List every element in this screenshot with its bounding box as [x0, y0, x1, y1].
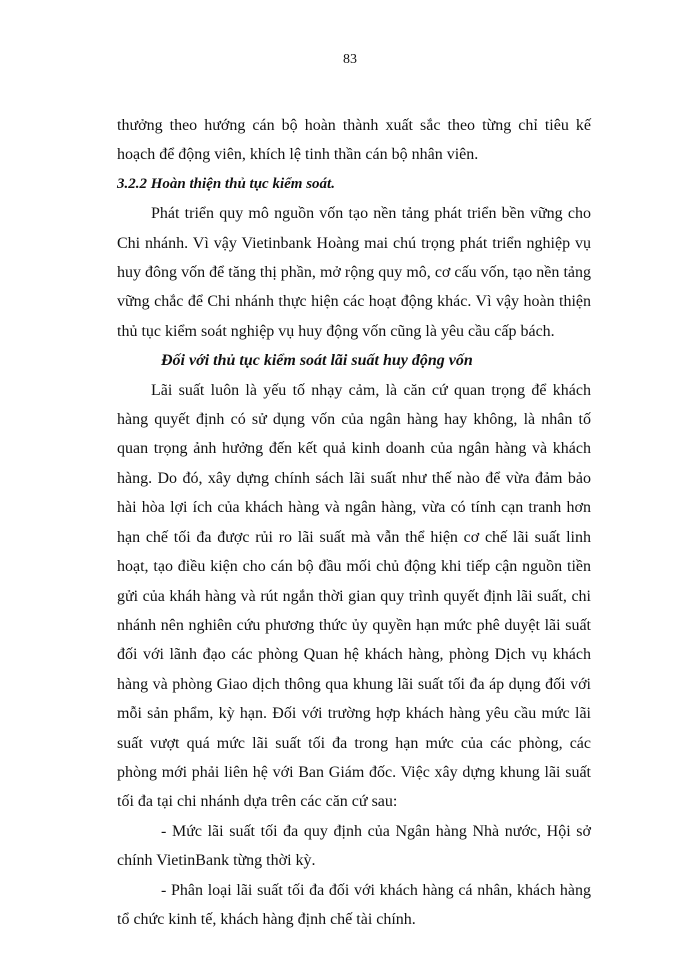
page-number: 83 — [343, 52, 357, 67]
bullet-item-2: - Phân loại lãi suất tối đa đối với khách hàng cá nhân, khách hàng tổ chức kinh tế, khách hàng định chế tài chính. — [117, 881, 591, 928]
paragraph-continuation: thưởng theo hướng cán bộ hoàn thành xuất sắc theo từng chỉ tiêu kế hoạch để động viên, khích lệ tinh thần cán bộ nhân viên. — [117, 117, 591, 164]
paragraph-capital-growth: Phát triển quy mô nguồn vốn tạo nền tảng phát triển bền vững cho Chi nhánh. Vì vậy Vietinbank Hoàng mai chú trọng phát triển nghiệp vụ huy đông vốn để tăng thị phần, mở rộng quy mô, cơ cấu vốn, tạo nền tảng vững chắc để Chi nhánh thực hiện các hoạt động khác. Vì vậy hoàn thiện thủ tục kiểm soát nghiệp vụ huy động vốn cũng là yêu cầu cấp bách. — [117, 205, 591, 340]
body-text — [117, 111, 591, 934]
section-heading: 3.2.2 Hoàn thiện thủ tục kiểm soát. — [117, 175, 335, 192]
sub-heading: Đối với thủ tục kiểm soát lãi suất huy động vốn — [161, 352, 473, 370]
bullet-item-1: - Mức lãi suất tối đa quy định của Ngân hàng Nhà nước, Hội sở chính VietinBank từng thời kỳ. — [117, 822, 591, 870]
paragraph-interest-rate: Lãi suất luôn là yếu tố nhạy cảm, là căn cứ quan trọng để khách hàng quyết định có sử dụng vốn của ngân hàng hay không, là nhân tố quan trọng ảnh hưởng đến kết quả kinh doanh của ngân hàng và khách hàng. Do đó, xây dựng chính sách lãi suất như thế nào để vừa đảm bảo hài hòa lợi ích của khách hàng và ngân hàng, vừa có tính cạn tranh hơn hạn chế tối đa được rủi ro lãi suất mà vẫn thể hiện cơ chế lãi suất linh hoạt, tạo điều kiện cho cán bộ đầu mối chủ động khi tiếp cận nguồn tiền gửi của kháh hàng và rút ngắn thời gian quy trình quyết định lãi suất, chi nhánh nên nghiên cứu phương thức ủy quyền hạn mức phê duyệt lãi suất đối với lãnh đạo các phòng Quan hệ khách hàng, phòng Dịch vụ khách hàng và phòng Giao dịch thông qua khung lãi suất tối đa áp dụng đối với mỗi sản phẩm, kỳ hạn. Đối với trường hợp khách hàng yêu cầu mức lãi suất vượt quá mức lãi suất tối đa trong hạn mức của các phòng, các phòng mới phải liên hệ với Ban Giám đốc. Việc xây dựng khung lãi suất tối đa tại chi nhánh dựa trên các căn cứ sau: — [117, 381, 591, 811]
